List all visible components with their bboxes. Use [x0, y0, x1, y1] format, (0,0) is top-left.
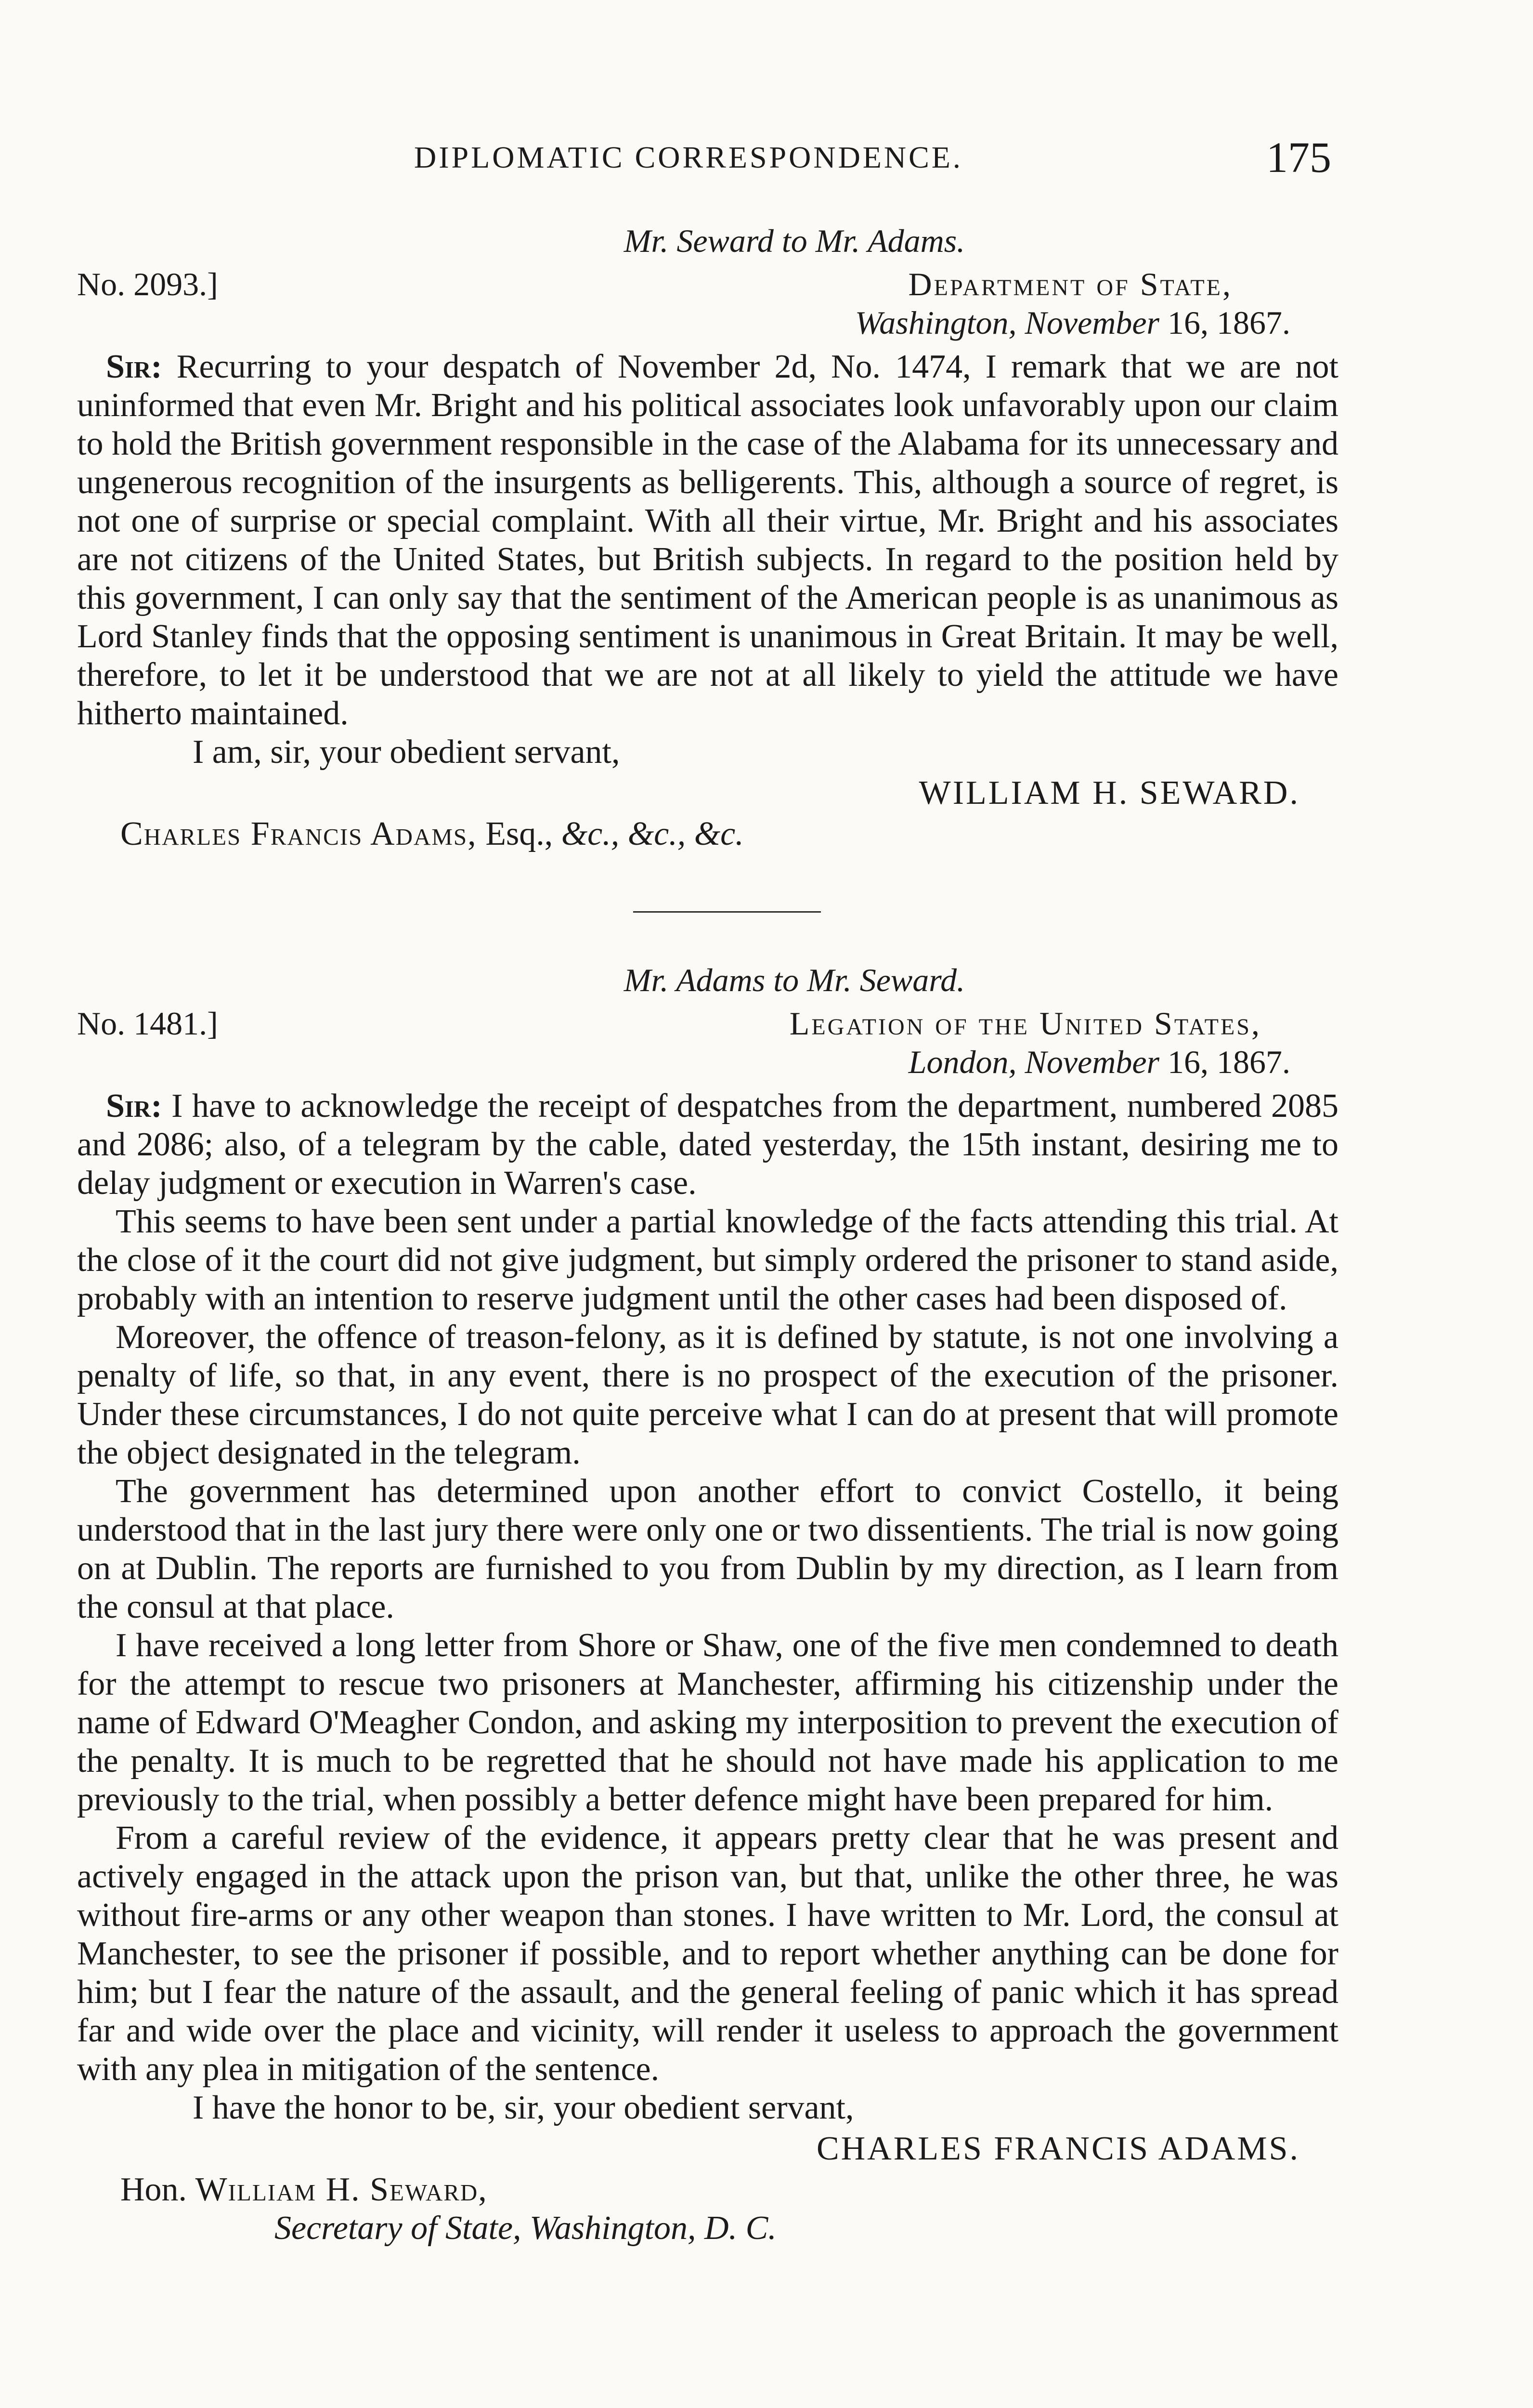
body-paragraph: From a careful review of the evidence, it appears pretty clear that he was present and actively engaged in the attack upon the prison van, but that, unlike the other three, he was without fire-arms or any other weapon than stones. I have written to Mr. Lord, the consul at Manchester, to see the prisoner if possible, and to report whether anything can be done for him; but I fear the nature of the assault, and the general feeling of panic which it has spread far and wide over the place and vicinity, will render it useless to approach the government with any plea in mitigation of the sentence.: [77, 1819, 1338, 2088]
addressee-name: William H. Seward,: [195, 2171, 488, 2208]
body-paragraph: [77, 348, 1338, 733]
body-paragraph: [77, 1087, 1338, 1203]
despatch-number: No. 1481.]: [77, 1005, 218, 1042]
page-header: [0, 134, 1533, 197]
salutation: Sir:: [106, 1087, 162, 1125]
dateline-day-year: 16, 1867.: [1168, 1044, 1290, 1080]
complimentary-close: I have the honor to be, sir, your obedient servant,: [193, 2089, 854, 2126]
addressee-line: [120, 2171, 1338, 2209]
addressee-etc: &c., &c., &c.: [561, 815, 744, 852]
dateline: [77, 1043, 1338, 1081]
signature: WILLIAM H. SEWARD.: [919, 774, 1300, 811]
dateline-place: Washington,: [855, 304, 1017, 341]
letter-body: [77, 348, 1338, 733]
despatch-number: No. 2093.]: [77, 266, 218, 302]
dateline-month: November: [1025, 1044, 1159, 1080]
addressee-suffix: Esq.,: [485, 815, 553, 852]
addressee-title: Secretary of State, Washington, D. C.: [274, 2210, 777, 2247]
addressee-prefix: Hon.: [120, 2171, 187, 2208]
signature: CHARLES FRANCIS ADAMS.: [816, 2130, 1300, 2167]
paragraph-text: I have to acknowledge the receipt of despatches from the department, numbered 2085 and 2086; also, of a telegram by the cable, dated yesterday, the 15th instant, desiring me to delay judgment or execution in Warren's case.: [77, 1087, 1338, 1202]
letter-title: Mr. Adams to Mr. Seward.: [624, 962, 965, 998]
paragraph-text: Recurring to your despatch of November 2d, No. 1474, I remark that we are not uninformed that even Mr. Bright and his political associates look unfavorably upon our claim to hold the British government responsible in the case of the Alabama for its unnecessary and ungenerous recognition of the insurgents as belligerents. This, although a source of regret, is not one of surprise or special complaint. With all their virtue, Mr. Bright and his associates are not citizens of the United States, but British subjects. In regard to the position held by this government, I can only say that the sentiment of the American people is as unanimous as Lord Stanley finds that the opposing sentiment is unanimous in Great Britain. It may be well, therefore, to let it be understood that we are not at all likely to yield the attitude we have hitherto maintained.: [77, 348, 1338, 732]
body-paragraph: This seems to have been sent under a partial knowledge of the facts attending this trial. At the close of it the court did not give judgment, but simply ordered the prisoner to stand aside, probably with an intention to reserve judgment until the other cases had been disposed of.: [77, 1203, 1338, 1317]
page-number: 175: [1266, 134, 1331, 182]
body-paragraph: Moreover, the offence of treason-felony, as it is defined by statute, is not one involving a penalty of life, so that, in any event, there is no prospect of the execution of the prisoner. Under these circumstances, I do not quite perceive what I can do at present that will promote the object designated in the telegram.: [77, 1319, 1338, 1471]
addressee-name: Charles Francis Adams,: [120, 815, 477, 852]
addressee: [120, 815, 1338, 853]
dateline-place: London,: [908, 1044, 1017, 1080]
body-paragraph: I have received a long letter from Shore or Shaw, one of the five men condemned to death for the attempt to rescue two prisoners at Manchester, affirming his citizenship under the name of Edward O'Meagher Condon, and asking my interposition to prevent the execution of the penalty. It is much to be regretted that he should not have made his application to me previously to the trial, when possibly a better defence might have been prepared for him.: [77, 1627, 1338, 1818]
complimentary-close: I am, sir, your obedient servant,: [193, 733, 620, 771]
letter-refline: [77, 265, 1338, 303]
page-content: [77, 217, 1338, 2248]
section-divider: [633, 911, 821, 913]
letter-adams-to-seward: [77, 956, 1338, 2248]
body-paragraph: The government has determined upon another effort to convict Costello, it being understood that in the last jury there were only one or two dissentients. The trial is now going on at Dublin. The reports are furnished to you from Dublin by my direction, as I learn from the consul at that place.: [77, 1473, 1338, 1625]
addressee: [120, 2171, 1338, 2248]
dateline: [77, 303, 1338, 342]
dateline-day-year: 16, 1867.: [1168, 304, 1290, 341]
letter-seward-to-adams: [77, 217, 1338, 853]
dateline-month: November: [1025, 304, 1159, 341]
running-title: DIPLOMATIC CORRESPONDENCE.: [414, 140, 963, 174]
letter-body: [77, 1087, 1338, 2089]
sender-office: Department of State,: [908, 266, 1233, 302]
letter-refline: [77, 1004, 1338, 1043]
sender-office: Legation of the United States,: [789, 1005, 1261, 1042]
letter-title: Mr. Seward to Mr. Adams.: [624, 222, 965, 259]
salutation: Sir:: [106, 348, 162, 385]
